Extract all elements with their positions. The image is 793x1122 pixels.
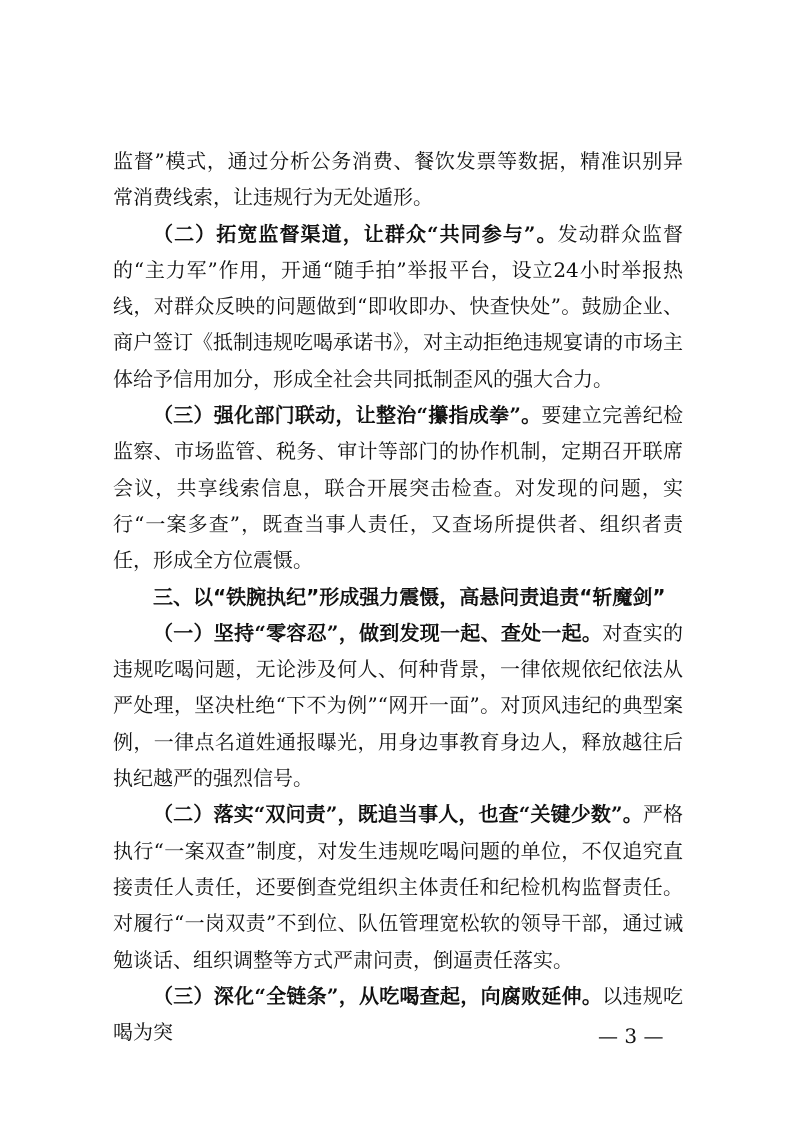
paragraph-text: 对查实的违规吃喝问题，无论涉及何人、何种背景，一律依规依纪依法从严处理，坚决杜绝“下不为例”“网开一面”。对顶风违纪的典型案例，一律点名道姓通报曝光，用身边事教育身边人，释放越往后执纪越严的强烈信号。 xyxy=(113,620,683,791)
paragraph-broaden-channels xyxy=(113,216,683,397)
paragraph-text: 监督”模式，通过分析公务消费、餐饮发票等数据，精准识别异常消费线索，让违规行为无处遁形。 xyxy=(113,149,683,210)
paragraph-zero-tolerance xyxy=(113,615,683,796)
paragraph-lead: （二）落实“双问责”，既追当事人，也查“关键少数”。 xyxy=(153,802,643,827)
paragraph-text: 发动群众监督的“主力军”作用，开通“随手拍”举报平台，设立24小时举报热线，对群众反映的问题做到“即收即办、快查快处”。鼓励企业、商户签订《抵制违规吃喝承诺书》，对主动拒绝违规宴请的市场主体给予信用加分，形成全社会共同抵制歪风的强大合力。 xyxy=(113,221,684,391)
paragraph-text: 以违规吃喝为突 xyxy=(113,983,683,1045)
paragraph-continued xyxy=(113,143,683,216)
paragraph-dual-accountability xyxy=(113,796,683,977)
paragraph-lead: （三）深化“全链条”，从吃喝查起，向腐败延伸。 xyxy=(153,983,603,1008)
paragraph-text: 严格执行“一案双查”制度，对发生违规吃喝问题的单位，不仅追究直接责任人责任，还要倒查党组织主体责任和纪检机构监督责任。对履行“一岗双责”不到位、队伍管理宽松软的领导干部，通过诫勉谈话、组织调整等方式严肃问责，倒逼责任落实。 xyxy=(113,802,684,972)
section-heading: 三、以“铁腕执纪”形成强力震慑，高悬问责追责“斩魔剑” xyxy=(153,584,666,609)
paragraph-lead: （二）拓宽监督渠道，让群众“共同参与”。 xyxy=(153,221,558,246)
paragraph-lead: （一）坚持“零容忍”，做到发现一起、查处一起。 xyxy=(153,620,603,645)
document-body xyxy=(113,143,683,1050)
paragraph-department-linkage xyxy=(113,397,683,578)
page-number: — 3 — xyxy=(598,1024,664,1048)
paragraph-lead: （三）强化部门联动，让整治“攥指成拳”。 xyxy=(153,403,542,428)
paragraph-text: 要建立完善纪检监察、市场监管、税务、审计等部门的协作机制，定期召开联席会议，共享线索信息，联合开展突击检查。对发现的问题，实行“一案多查”，既查当事人责任，又查场所提供者、组织者责任，形成全方位震慑。 xyxy=(113,403,684,573)
